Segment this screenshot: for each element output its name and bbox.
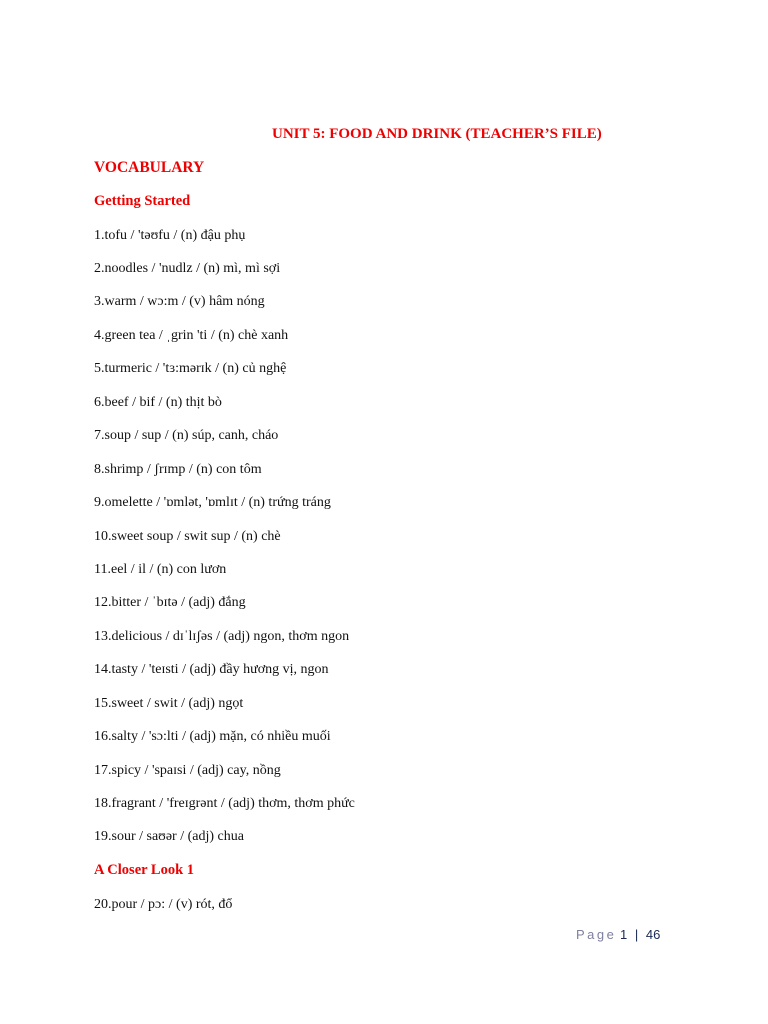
section-heading-vocabulary: VOCABULARY (94, 159, 205, 176)
vocab-entry: 20.pour / pɔ: / (v) rót, đổ (94, 897, 233, 912)
vocab-entry: 11.eel / il / (n) con lươn (94, 562, 227, 577)
vocab-entry: 14.tasty / 'teɪsti / (adj) đầy hương vị, ngon (94, 662, 329, 677)
footer-separator: | (634, 927, 639, 942)
vocab-entry: 9.omelette / 'ɒmlət, 'ɒmlɪt / (n) trứng tráng (94, 495, 331, 510)
document-title: UNIT 5: FOOD AND DRINK (TEACHER’S FILE) (272, 126, 602, 142)
vocab-entry: 10.sweet soup / swit sup / (n) chè (94, 529, 281, 544)
vocab-entry: 6.beef / bif / (n) thịt bò (94, 395, 222, 410)
subsection-heading-getting-started: Getting Started (94, 193, 191, 209)
vocab-entry: 18.fragrant / 'freɪgrənt / (adj) thơm, thơm phức (94, 796, 355, 811)
vocab-entry: 4.green tea / ˌgrin 'ti / (n) chè xanh (94, 328, 289, 343)
page-footer (576, 927, 660, 942)
vocab-entry: 3.warm / wɔ:m / (v) hâm nóng (94, 294, 265, 309)
vocab-entry: 12.bitter / ˈbɪtə / (adj) đắng (94, 595, 246, 610)
vocab-entry: 8.shrimp / ʃrɪmp / (n) con tôm (94, 462, 262, 477)
vocab-entry: 5.turmeric / 'tɜ:mərɪk / (n) củ nghệ (94, 361, 287, 376)
footer-page-number: 1 (620, 927, 628, 942)
vocab-entry: 13.delicious / dɪˈlɪʃəs / (adj) ngon, thơm ngon (94, 629, 350, 644)
vocab-entry: 2.noodles / 'nudlz / (n) mì, mì sợi (94, 261, 281, 276)
vocab-entry: 17.spicy / 'spaɪsi / (adj) cay, nồng (94, 763, 281, 778)
vocab-entry: 19.sour / saʊər / (adj) chua (94, 829, 244, 844)
vocab-entry: 7.soup / sup / (n) súp, canh, cháo (94, 428, 279, 443)
vocab-entry: 1.tofu / 'təʊfu / (n) đậu phụ (94, 228, 246, 243)
vocab-entry: 15.sweet / swit / (adj) ngọt (94, 696, 244, 711)
footer-page-label: Page (576, 927, 617, 942)
vocab-entry: 16.salty / 'sɔ:lti / (adj) mặn, có nhiều muối (94, 729, 331, 744)
subsection-heading-a-closer-look-1: A Closer Look 1 (94, 862, 195, 878)
footer-total-pages: 46 (645, 927, 661, 942)
